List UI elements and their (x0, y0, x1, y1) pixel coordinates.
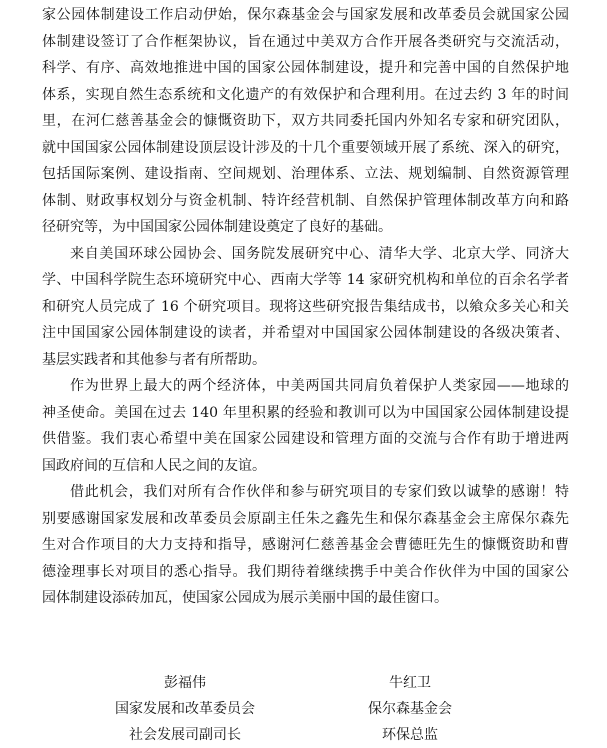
text-line: 别要感谢国家发展和改革委员会原副主任朱之鑫先生和保尔森基金会主席保尔森先 (42, 510, 569, 527)
text-line: 作为世界上最大的两个经济体，中美两国共同肩负着保护人类家园——地球的 (70, 378, 569, 394)
paragraph (42, 479, 569, 612)
text-line: 借此机会，我们对所有合作伙伴和参与研究项目的专家们致以诚挚的感谢！特 (70, 484, 569, 500)
paragraph (42, 373, 569, 479)
text-line: 体制、财政事权划分与资金机制、特许经营机制、自然保护管理体制改革方向和路 (42, 192, 569, 209)
text-line: 体制建设签订了合作框架协议，旨在通过中美双方合作开展各类研究与交流活动， (42, 33, 569, 50)
signatory-title: 环保总监 (382, 727, 438, 743)
text-line: 径研究等，为中国国家公园体制建设奠定了良好的基础。 (42, 219, 392, 235)
signatory-name: 牛红卫 (389, 675, 431, 691)
text-line: 就中国国家公园体制建设顶层设计涉及的十几个重要领域开展了系统、深入的研究， (42, 139, 569, 156)
signatory-name: 彭福伟 (164, 675, 206, 691)
text-line: 国政府间的互信和人民之间的友谊。 (42, 457, 266, 474)
text-line: 科学、有序、高效地推进中国的国家公园体制建设，提升和完善中国的自然保护地 (42, 60, 569, 76)
paragraph (42, 241, 569, 374)
text-line: 基层实践者和其他参与者有所帮助。 (42, 351, 266, 368)
signatory-organization: 国家发展和改革委员会 (115, 701, 255, 717)
text-line: 园体制建设添砖加瓦，使国家公园成为展示美丽中国的最佳窗口。 (42, 590, 448, 606)
paragraph (42, 2, 569, 241)
signatory-organization: 保尔森基金会 (368, 701, 452, 717)
text-line: 学、中国科学院生态环境研究中心、西南大学等 14 家研究机构和单位的百余名学者 (42, 272, 569, 288)
text-line: 家公园体制建设工作启动伊始，保尔森基金会与国家发展和改革委员会就国家公园 (42, 7, 569, 23)
text-line: 体系，实现自然生态系统和文化遗产的有效保护和合理利用。在过去约 3 年的时间 (42, 86, 569, 103)
text-line: 德淦理事长对项目的悉心指导。我们期待着继续携手中美合作伙伴为中国的国家公 (42, 563, 569, 580)
document-body (42, 2, 569, 612)
text-line: 供借鉴。我们衷心希望中美在国家公园建设和管理方面的交流与合作有助于增进两 (42, 431, 569, 447)
text-line: 注中国国家公园体制建设的读者，并希望对中国国家公园体制建设的各级决策者、 (42, 325, 569, 341)
signature-left (65, 670, 305, 748)
signatory-title: 社会发展司副司长 (129, 727, 241, 743)
text-line: 里，在河仁慈善基金会的慷慨资助下，双方共同委托国内外知名专家和研究团队， (42, 113, 569, 129)
text-line: 神圣使命。美国在过去 140 年里积累的经验和教训可以为中国国家公园体制建设提 (42, 404, 569, 421)
signature-right (290, 670, 530, 748)
text-line: 来自美国环球公园协会、国务院发展研究中心、清华大学、北京大学、同济大 (70, 245, 569, 262)
text-line: 生对合作项目的大力支持和指导，感谢河仁慈善基金会曹德旺先生的慷慨资助和曹 (42, 537, 569, 553)
text-line: 和研究人员完成了 16 个研究项目。现将这些研究报告集结成书，以飨众多关心和关 (42, 298, 569, 315)
text-line: 包括国际案例、建设指南、空间规划、治理体系、立法、规划编制、自然资源管理 (42, 166, 569, 182)
